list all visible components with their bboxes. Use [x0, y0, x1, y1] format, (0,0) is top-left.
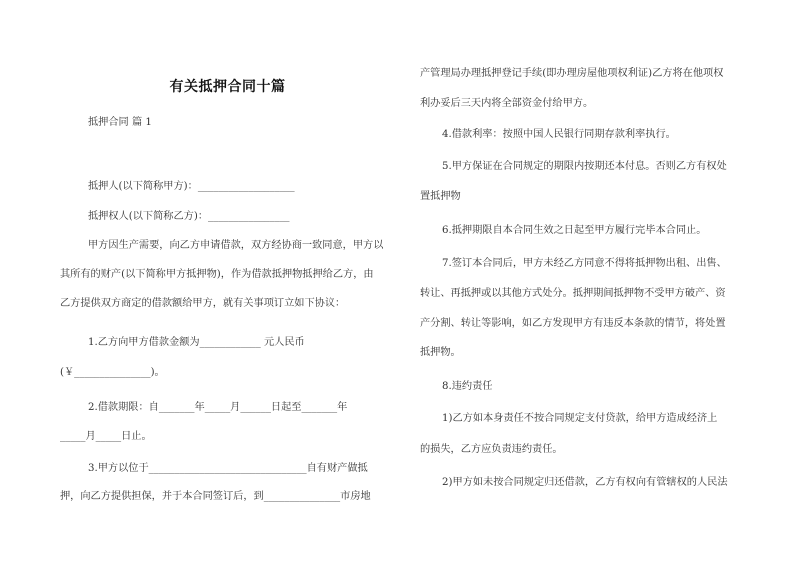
left-line: 抵押权人(以下简称乙方)：________________	[88, 211, 290, 222]
left-line: 抵押合同 篇 1	[88, 117, 152, 128]
left-line: 2.借款期限：自_______年_____月______日起至_______年	[88, 402, 348, 413]
left-line: 3.甲方以位于_______________________________自有财产做抵	[88, 463, 368, 474]
left-line: _____月_____日止。	[60, 431, 152, 442]
left-line: 1.乙方向甲方借款金额为____________ 元人民币	[88, 337, 305, 348]
right-line: 1)乙方如本身责任不按合同规定支付贷款，给甲方造成经济上	[442, 413, 718, 424]
right-line: 利办妥后三天内将全部资金付给甲方。	[420, 98, 594, 109]
document-title: 有关抵押合同十篇	[169, 79, 286, 95]
right-line: 产管理局办理抵押登记手续(即办理房屋他项权利证)乙方将在他项权	[420, 68, 724, 79]
left-line: 乙方提供双方商定的借款额给甲方，就有关事项订立如下协议：	[60, 298, 346, 309]
left-line: (￥_______________)。	[60, 367, 165, 378]
left-line: 其所有的财产(以下简称甲方抵押物)，作为借款抵押物抵押给乙方，由	[60, 269, 374, 280]
right-line: 6.抵押期限自本合同生效之日起至甲方履行完毕本合同止。	[442, 225, 707, 236]
right-line: 8.违约责任	[442, 381, 493, 392]
right-column	[420, 0, 750, 565]
right-line: 产分割、转让等影响，如乙方发现甲方有违反本条款的情节，将处置	[420, 318, 726, 329]
right-line: 5.甲方保证在合同规定的期限内按期还本付息。否则乙方有权处	[442, 161, 727, 172]
left-line: 抵押人(以下简称甲方)：___________________	[88, 181, 295, 192]
left-line: 押，向乙方提供担保，并于本合同签订后，到_______________市房地	[60, 491, 371, 502]
right-line: 2)甲方如未按合同规定归还借款，乙方有权向有管辖权的人民法	[442, 477, 728, 488]
right-line: 转让、再抵押或以其他方式处分。抵押期间抵押物不受甲方破产、资	[420, 288, 726, 299]
right-line: 抵押物。	[420, 347, 461, 358]
right-line: 7.签订本合同后，甲方未经乙方同意不得将抵押物出租、出售、	[442, 258, 727, 269]
right-line: 的损失，乙方应负责违约责任。	[420, 444, 563, 455]
left-column	[60, 0, 395, 565]
right-line: 置抵押物	[420, 191, 461, 202]
right-line: 4.借款利率：按照中国人民银行同期存款利率执行。	[442, 129, 676, 140]
left-line: 甲方因生产需要，向乙方申请借款，双方经协商一致同意，甲方以	[88, 240, 384, 251]
